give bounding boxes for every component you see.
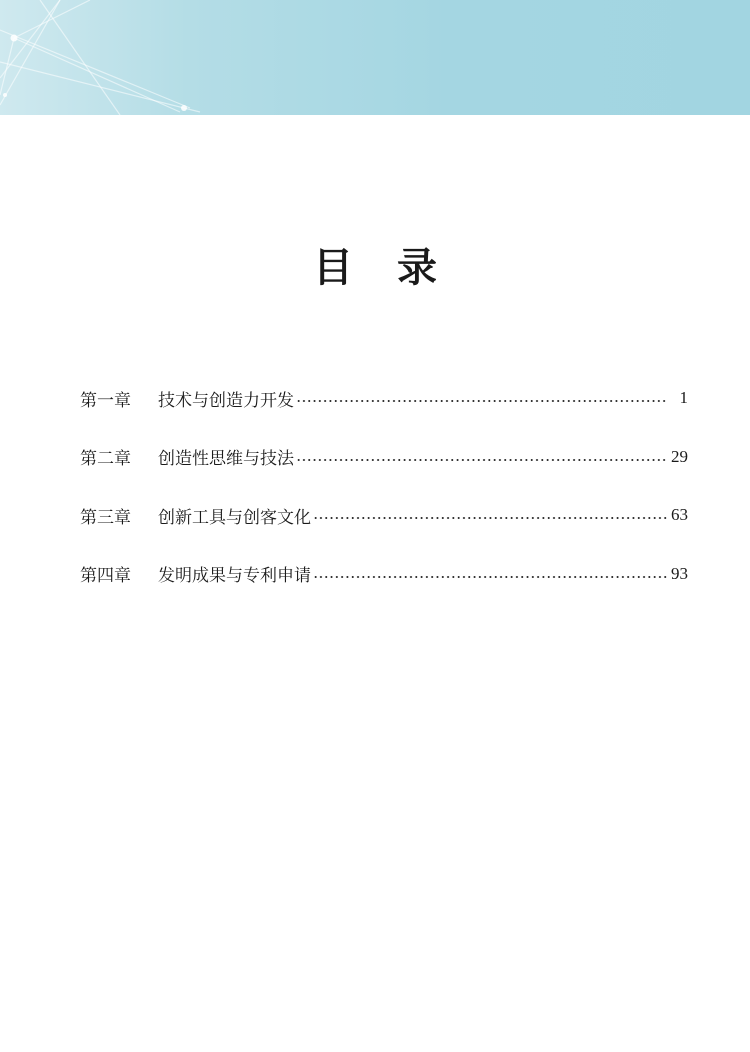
network-lines-graphic [0, 0, 750, 115]
toc-page-number: 93 [671, 563, 688, 583]
table-of-contents [80, 384, 688, 618]
toc-dot-leader [296, 459, 668, 461]
toc-chapter-label: 第三章 [80, 507, 131, 528]
page-title [0, 236, 750, 292]
toc-chapter-title: 创新工具与创客文化 [158, 507, 311, 528]
toc-chapter-title: 发明成果与专利申请 [158, 566, 311, 586]
toc-entry[interactable] [80, 560, 688, 588]
toc-dot-leader [313, 517, 668, 519]
toc-chapter-label: 第四章 [80, 566, 131, 586]
toc-chapter-title: 创造性思维与技法 [158, 449, 294, 469]
toc-dot-leader [296, 400, 668, 402]
toc-entry[interactable] [80, 501, 688, 529]
toc-page-number: 1 [679, 388, 688, 407]
title-char-1: 目 [313, 244, 353, 291]
toc-chapter-label: 第二章 [80, 449, 131, 469]
toc-page-number: 63 [671, 505, 688, 524]
toc-chapter-title: 技术与创造力开发 [158, 390, 294, 411]
title-char-2: 录 [397, 244, 437, 291]
toc-entry[interactable] [80, 384, 688, 412]
toc-entry[interactable] [80, 443, 688, 471]
toc-dot-leader [313, 576, 668, 578]
header-banner [0, 0, 750, 115]
toc-chapter-label: 第一章 [80, 390, 131, 411]
toc-page-number: 29 [671, 446, 688, 466]
